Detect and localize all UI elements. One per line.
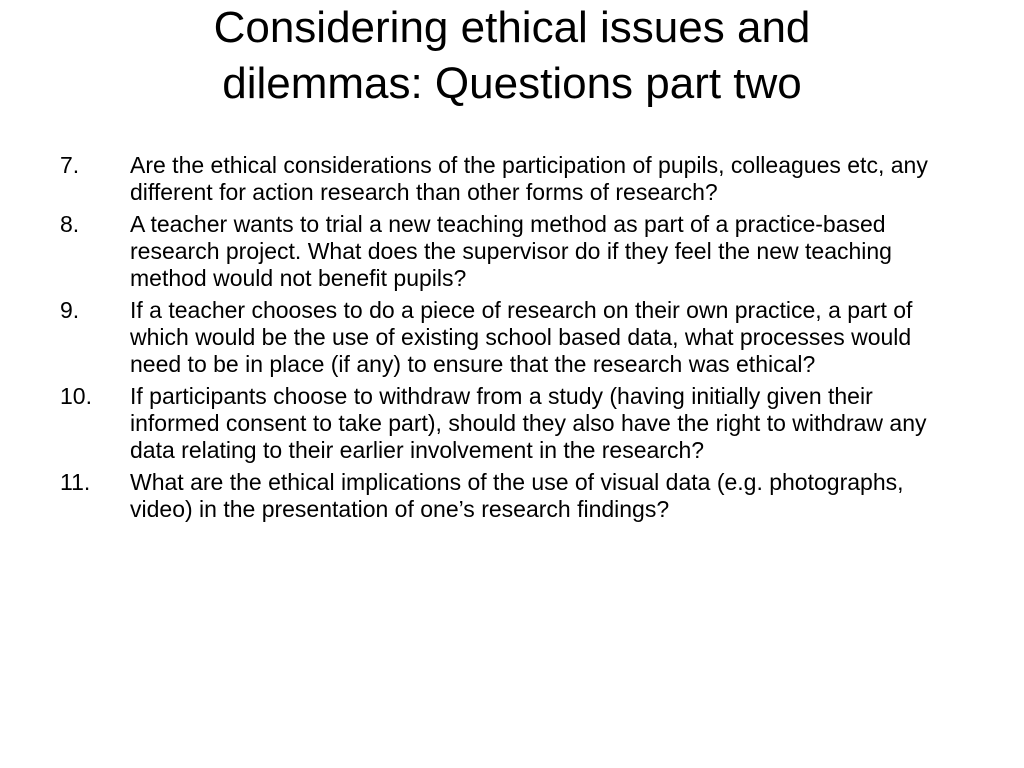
question-number: 9. bbox=[60, 297, 80, 323]
question-item bbox=[60, 211, 960, 292]
question-number: 11. bbox=[60, 469, 91, 495]
question-number: 7. bbox=[60, 152, 80, 178]
question-text: A teacher wants to trial a new teaching method as part of a practice-based research project. What does the supervisor do if they feel the new teaching method would not benefit pupils? bbox=[130, 211, 892, 291]
slide-title bbox=[80, 0, 944, 112]
question-item bbox=[60, 152, 960, 206]
question-item bbox=[60, 469, 960, 523]
question-item bbox=[60, 383, 960, 464]
question-text: If a teacher chooses to do a piece of research on their own practice, a part of which would be the use of existing school based data, what processes would need to be in place (if any) to ensure that the research was ethical? bbox=[130, 297, 913, 377]
slide-title-line-2: dilemmas: Questions part two bbox=[222, 59, 802, 108]
question-text: What are the ethical implications of the use of visual data (e.g. photographs, video) in the presentation of one’s research findings? bbox=[130, 469, 904, 522]
question-number: 8. bbox=[60, 211, 80, 237]
question-number: 10. bbox=[60, 383, 92, 409]
slide-title-line-1: Considering ethical issues and bbox=[213, 3, 811, 52]
question-text: Are the ethical considerations of the participation of pupils, colleagues etc, any different for action research than other forms of research? bbox=[130, 152, 928, 205]
question-item bbox=[60, 297, 960, 378]
question-list bbox=[60, 152, 960, 528]
question-text: If participants choose to withdraw from a study (having initially given their informed consent to take part), should they also have the right to withdraw any data relating to their earlier involvement in the research? bbox=[130, 383, 927, 463]
